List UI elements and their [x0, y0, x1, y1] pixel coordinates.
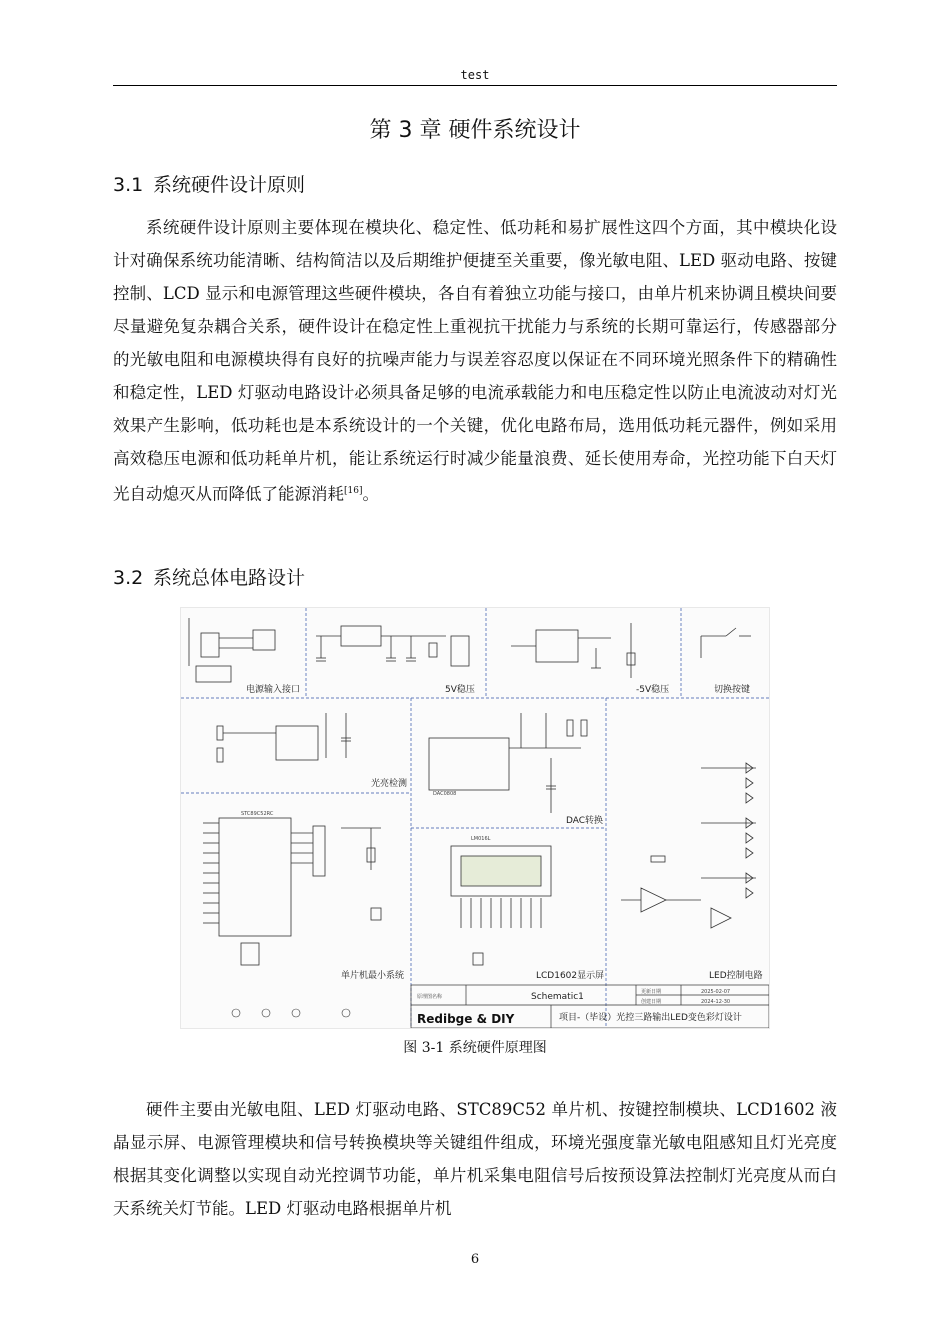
chapter-title: 第 3 章 硬件系统设计 — [369, 118, 581, 143]
regulator-5v-circuit — [316, 626, 469, 666]
title-block-name-value: Schematic1 — [531, 992, 584, 1002]
paragraph-end: 。 — [362, 484, 379, 504]
label-dac: DAC转换 — [566, 816, 604, 826]
title-block-updated-value: 2025-02-07 — [701, 989, 731, 995]
paragraph-design-principles — [113, 211, 837, 511]
title-block-project: 项目-（毕设）光控三路输出LED变色彩灯设计 — [559, 1013, 742, 1023]
lcd-circuit — [451, 846, 551, 965]
key-circuit — [701, 628, 751, 658]
mounting-screws — [232, 1009, 350, 1017]
power-input-circuit — [189, 618, 275, 682]
page-number: 6 — [470, 1252, 480, 1267]
label-lcd: LCD1602显示屏 — [536, 971, 605, 981]
section-heading-3-1 — [113, 170, 305, 197]
section-title: 系统硬件设计原则 — [153, 174, 306, 196]
led-control-circuit — [621, 763, 756, 928]
label-key: 切换按键 — [714, 685, 751, 695]
regulator-neg5v-circuit — [511, 623, 635, 678]
section-number: 3.2 — [113, 567, 144, 589]
section-title: 系统总体电路设计 — [153, 567, 306, 589]
title-block-created-value: 2024-12-30 — [701, 999, 731, 1005]
title-block-updated-label: 更新日期 — [641, 989, 662, 995]
running-header: test — [460, 68, 490, 82]
light-detect-circuit — [217, 713, 351, 762]
dac-chip-label: DAC0808 — [433, 791, 457, 797]
label-regulator-neg5v: -5V稳压 — [636, 685, 670, 695]
schematic-drawing — [181, 608, 769, 1028]
paragraph-text: 系统硬件设计原则主要体现在模块化、稳定性、低功耗和易扩展性这四个方面，其中模块化设计对确保系统功能清晰、结构简洁以及后期维护便捷至关重要，像光敏电阻、LED 驱动电路、按键控制、LCD 显示和电源管理这些硬件模块，各自有着独立功能与接口，由单片机来协调且模块间要尽量避免复杂耦合关系，硬件设计在稳定性上重视抗干扰能力与系统的长期可靠运行，传感器部分的光敏电阻和电源模块得有良好的抗噪声能力与误差容忍度以保证在不同环境光照条件下的精确性和稳定性，LED 灯驱动电路设计必须具备足够的电流承载能力和电压稳定性以防止电流波动对灯光效果产生影响，低功耗也是本系统设计的一个关键，优化电路布局，选用低功耗元器件，例如采用高效稳压电源和低功耗单片机，能让系统运行时减少能量浪费、延长使用寿命，光控功能下白天灯光自动熄灭从而降低了能源消耗 — [113, 218, 837, 504]
mcu-circuit — [203, 818, 381, 965]
figure-caption: 图 3-1 系统硬件原理图 — [403, 1040, 547, 1056]
dac-circuit — [429, 713, 587, 813]
section-number: 3.1 — [113, 174, 144, 196]
label-power-input: 电源输入接口 — [246, 685, 301, 695]
mcu-chip-label: STC89C52RC — [241, 811, 274, 817]
title-block-name-label: 原理图名称 — [417, 994, 443, 1000]
paragraph-overall-circuit: 硬件主要由光敏电阻、LED 灯驱动电路、STC89C52 单片机、按键控制模块、LCD1602 液晶显示屏、电源管理模块和信号转换模块等关键组件组成，环境光强度靠光敏电阻感知且灯光亮度根据其变化调整以实现自动光控调节功能，单片机采集电阻信号后按预设算法控制灯光亮度从而白天系统关灯节能。LED 灯驱动电路根据单片机 — [113, 1100, 837, 1218]
label-regulator-5v: 5V稳压 — [445, 685, 475, 695]
label-led-control: LED控制电路 — [709, 971, 763, 981]
citation: [16] — [344, 486, 363, 496]
section-heading-3-2 — [113, 563, 305, 590]
schematic-figure — [180, 607, 770, 1029]
title-block-brand: Redibge & DIY — [417, 1012, 515, 1026]
header-rule — [113, 85, 837, 86]
title-block-created-label: 创建日期 — [641, 999, 662, 1005]
label-light-detect: 光亮检测 — [371, 779, 408, 789]
lcd-chip-label: LM016L — [471, 836, 491, 842]
label-mcu: 单片机最小系统 — [341, 971, 405, 981]
